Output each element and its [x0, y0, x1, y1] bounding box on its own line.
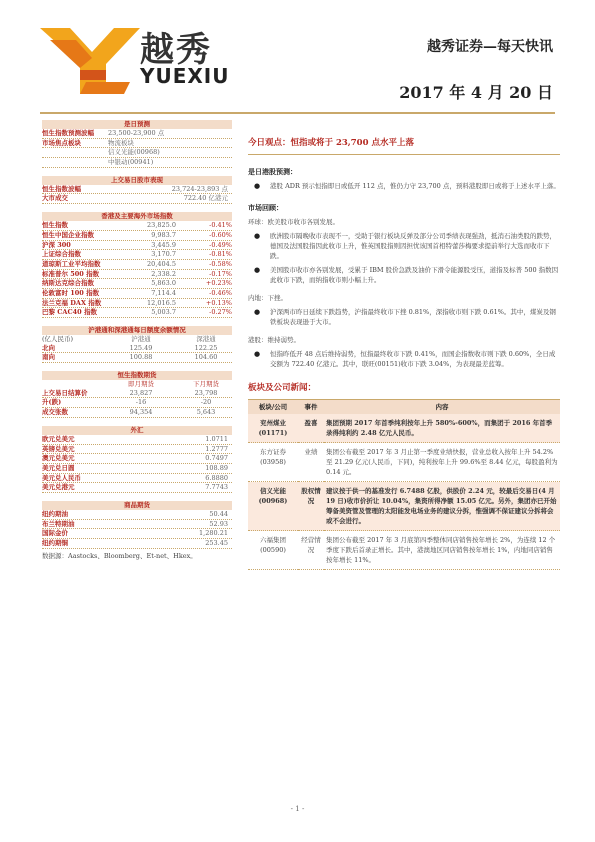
fx-title: 外汇	[42, 426, 232, 435]
index-name: 法兰克福 DAX 指数	[42, 298, 102, 307]
bullet-text: 沪深两市昨日延续下跌趋势，沪指最终收市下挫 0.81%，深指收市则下跌 0.61%。其中，煤炭及钢铁板块表现逊于大市。	[270, 308, 556, 326]
bullet-icon: ●	[254, 266, 261, 274]
connect-quota-table	[42, 344, 232, 363]
row-value: 中银动(00941)	[108, 158, 154, 167]
table-row	[42, 398, 232, 408]
index-value: 5,003.7	[151, 308, 176, 317]
row-value: 物流板块	[108, 138, 134, 147]
data-source: 数据源：Aastocks、Bloomberg、Et-net、Hkex。	[42, 551, 197, 560]
yuexiu-logo-icon	[40, 20, 140, 100]
index-change: +0.13%	[205, 298, 232, 307]
row-label: 纽约期油	[42, 509, 68, 518]
news-event: 盈喜	[298, 414, 324, 443]
table-row	[42, 520, 232, 530]
news-row	[248, 531, 560, 570]
table-row	[42, 483, 232, 493]
row-label: 上交易日结算价	[42, 388, 88, 397]
row-label	[42, 158, 106, 167]
row-label: 澳元兑美元	[42, 454, 75, 463]
index-change: -0.46%	[209, 288, 232, 297]
row-value-b: 5,643	[196, 408, 216, 417]
index-name: 纳斯达克综合指数	[42, 279, 94, 288]
connect-col-sz: 深港通	[196, 335, 216, 343]
table-row	[42, 435, 232, 445]
connect-col-sh: 沪港通	[131, 335, 151, 343]
index-change: -0.27%	[209, 308, 232, 317]
table-row	[42, 241, 232, 251]
row-label: 成交张数	[42, 408, 68, 417]
review-heading: 市场回顾：	[248, 203, 283, 212]
row-label: 美元兑港元	[42, 483, 75, 492]
row-label: 恒生指数预测波幅	[42, 129, 94, 137]
mainland-bullet	[248, 307, 560, 327]
row-value: 1.2777	[205, 444, 228, 453]
view-title: 今日观点：恒指或将于 23,700 点水平上落	[248, 138, 414, 148]
index-name: 沪深 300	[42, 240, 71, 249]
row-value-a: 125.49	[129, 343, 153, 352]
index-name: 道琼斯工业平均指数	[42, 259, 101, 268]
row-value: 722.40 亿港元	[183, 194, 228, 203]
futures-col-next: 下月期货	[193, 380, 219, 389]
commodities-title: 商品期货	[42, 501, 232, 510]
table-row	[42, 279, 232, 289]
bullet-icon: ●	[254, 182, 261, 190]
row-label: 大市成交	[42, 194, 68, 203]
row-value-b: 23,798	[194, 388, 218, 397]
row-label	[42, 148, 106, 157]
table-row	[42, 344, 232, 354]
header-divider	[40, 112, 555, 114]
bullet-text: 恒指昨低开 48 点后维持弱势，恒指最终收市下跌 0.41%，而国企指数收市则下跌 0.60%，全日成交额为 722.40 亿港元。其中，联旺(00151)收市下跌 3.04%，为表现最差蓝筹。	[270, 350, 556, 368]
row-label: 美元兑人民币	[42, 473, 81, 482]
table-row	[42, 539, 232, 549]
table-row	[42, 270, 232, 280]
index-name: 伦敦富时 100 指数	[42, 288, 100, 297]
brand-en: YUEXIU	[140, 64, 230, 88]
table-row	[42, 231, 232, 241]
indices-title: 香港及主要海外市场指数	[42, 212, 232, 221]
table-row	[42, 289, 232, 299]
futures-table	[42, 389, 232, 418]
news-content: 建议按于供一的基准发行 6.7488 亿股，供股价 2.24 元，较最后交易日(4 月 19 日)收市价折让 10.04%，集资所得净额 15.05 亿元。另外，集团亦已开始筹备美资管及管理的太阳能发电场业务的建议分拆，惟强调不保证建议分拆将会或不会进行。	[324, 482, 560, 531]
news-table	[248, 399, 560, 570]
index-value: 20,404.5	[147, 259, 176, 268]
futures-header-row	[42, 380, 232, 389]
row-label: 市场焦点板块	[42, 138, 81, 147]
index-change: +0.23%	[205, 279, 232, 288]
index-value: 9,983.7	[151, 230, 176, 239]
table-row	[42, 464, 232, 474]
index-value: 3,445.9	[151, 240, 176, 249]
row-label: 恒生指数波幅	[42, 184, 81, 193]
news-company: 信义光能 (00968)	[248, 482, 298, 531]
news-col-event: 事件	[298, 400, 324, 415]
row-label: 美元兑日圆	[42, 463, 75, 472]
row-value: 23,500-23,900 点	[108, 129, 165, 137]
global-bullets	[248, 231, 560, 285]
index-change: -0.60%	[209, 230, 232, 239]
table-row	[42, 445, 232, 455]
row-label: 南向	[42, 353, 55, 362]
row-value-a: 94,354	[129, 408, 153, 417]
forecast-table	[42, 129, 232, 168]
row-value: 23,724-23,893 点	[171, 184, 228, 193]
row-value: 108.89	[205, 463, 228, 472]
table-row	[42, 185, 232, 195]
index-name: 巴黎 CAC40 指数	[42, 308, 97, 317]
row-value: 1,280.21	[199, 529, 228, 538]
futures-title: 恒生指数期货	[42, 371, 232, 380]
report-title: 越秀证券—每天快讯	[427, 39, 553, 55]
news-content: 集团公布截至 2017 年 3 月底第四季整体同店销售按年增长 2%，为连续 12 个季度下跌后首录正增长。其中，港澳地区同店销售按年增长 1%，内地同店销售按年增长 11%。	[324, 531, 560, 570]
index-change: -0.58%	[209, 259, 232, 268]
mainland-line: 内地：下挫。	[248, 294, 287, 302]
bullet-text: 美国股市收市亦各别发展，受累于 IBM 股价急跌及油价下滑令能源股受压，道指及标普 500 指数因此收市下跌，而纳指收市则小幅上升。	[270, 266, 559, 284]
table-row	[42, 139, 232, 149]
row-label: 纽约期铜	[42, 539, 68, 547]
index-change: -0.49%	[209, 240, 232, 249]
row-value: 6.8880	[205, 473, 228, 482]
index-value: 12,016.5	[147, 298, 176, 307]
table-row	[42, 308, 232, 318]
table-row	[42, 353, 232, 363]
table-row	[42, 389, 232, 399]
table-row	[42, 510, 232, 520]
bullet-icon: ●	[254, 350, 261, 358]
index-name: 上证综合指数	[42, 250, 81, 259]
bullet-icon: ●	[254, 232, 261, 240]
left-sidebar	[42, 120, 232, 560]
row-label: 国际金价	[42, 529, 68, 538]
table-row	[42, 194, 232, 204]
commodities-table	[42, 510, 232, 549]
forecast-title: 是日预测	[42, 120, 232, 129]
row-value-a: 23,827	[129, 388, 153, 397]
table-row	[42, 299, 232, 309]
hk-forecast-bullet	[248, 181, 560, 191]
row-value: 1.0711	[205, 434, 228, 443]
bullet-text: 欧洲股市隔晚收市表现不一，受助于银行板块反弹及部分公司季绩表现强劲，抵消石油类股的跌势，德国及法国股指因此收市上升，惟英国股指则因担忧该国首相特蕾莎梅要求提前举行大选而收市下跌。	[270, 232, 556, 260]
news-col-company: 板块/公司	[248, 400, 298, 415]
table-row	[42, 260, 232, 270]
news-company: 六福集团 (00590)	[248, 531, 298, 570]
index-change: -0.41%	[209, 221, 232, 230]
global-line: 环球：欧美股市收市各别发展。	[248, 218, 339, 226]
row-value-b: -20	[200, 398, 212, 407]
page-number: - 1 -	[290, 805, 305, 813]
bullet-text: 港股 ADR 预示恒指即日或低开 112 点，惟仍力守 23,700 点，预料港股即日或将于上述水平上落。	[270, 182, 560, 190]
hk-bullet	[248, 349, 560, 369]
report-date: 2017 年 4 月 20 日	[399, 83, 553, 102]
row-label: 英镑兑美元	[42, 444, 75, 453]
row-label: 布兰特期油	[42, 519, 75, 528]
row-label: 升(跌)	[42, 398, 62, 407]
futures-col-current: 即月期货	[128, 380, 154, 389]
news-header-row	[248, 400, 560, 415]
global-bullet	[248, 231, 560, 261]
row-value-b: 104.60	[194, 353, 218, 362]
index-change: -0.17%	[209, 269, 232, 278]
index-name: 标准普尔 500 指数	[42, 269, 100, 278]
index-value: 5,863.0	[151, 279, 176, 288]
global-bullet	[248, 265, 560, 285]
row-value: 253.45	[205, 539, 228, 547]
news-event: 业绩	[298, 443, 324, 482]
index-change: -0.81%	[209, 250, 232, 259]
row-value-a: 100.88	[129, 353, 153, 362]
row-label: 北向	[42, 343, 55, 352]
row-value: 52.93	[209, 519, 228, 528]
market-performance-title: 上交易日股市表现	[42, 176, 232, 185]
news-row	[248, 443, 560, 482]
table-row	[42, 158, 232, 168]
table-row	[42, 529, 232, 539]
fx-table	[42, 435, 232, 493]
row-value: 7.7743	[205, 483, 228, 492]
indices-table	[42, 221, 232, 318]
news-content: 集团预期 2017 年首季纯利按年上升 580%-600%，而集团于 2016 年首季录得纯利约 2.48 亿元人民币。	[324, 414, 560, 443]
bullet-icon: ●	[254, 308, 261, 316]
index-value: 7,114.4	[151, 288, 176, 297]
index-value: 2,338.2	[151, 269, 176, 278]
connect-unit: (亿人民币)	[42, 335, 74, 343]
hk-line: 港股：维持弱势。	[248, 336, 300, 344]
row-value-b: 122.25	[194, 343, 218, 352]
market-performance-table	[42, 185, 232, 204]
news-company: 东方证券 (03958)	[248, 443, 298, 482]
connect-quota-title: 沪港通和深港通每日额度余额情况	[42, 326, 232, 335]
table-row	[42, 454, 232, 464]
row-value: 信义光能(00968)	[108, 148, 160, 157]
index-value: 3,170.7	[151, 250, 176, 259]
row-value: 50.44	[209, 509, 228, 518]
brand-cn: 越秀	[140, 30, 212, 70]
news-content: 集团公布截至 2017 年 3 月止第一季度业绩快报，营业总收入按年上升 54.2%至 21.29 亿元(人民币，下同)，纯利按年上升 99.6%至 8.44 亿元，每股盈利为 0.14 元。	[324, 443, 560, 482]
news-event: 经营情况	[298, 531, 324, 570]
table-row	[42, 148, 232, 158]
news-company: 兖州煤业 (01171)	[248, 414, 298, 443]
row-label: 欧元兑美元	[42, 434, 75, 443]
table-row	[42, 221, 232, 231]
index-name: 恒生指数	[42, 221, 68, 230]
news-event: 股权情况	[298, 482, 324, 531]
news-col-content: 内容	[324, 400, 560, 415]
table-row	[42, 474, 232, 484]
row-value: 0.7497	[205, 454, 228, 463]
hk-forecast-heading: 是日港股预测：	[248, 167, 297, 176]
connect-header-row	[42, 335, 232, 344]
news-row	[248, 482, 560, 531]
main-content	[248, 130, 560, 570]
table-row	[42, 408, 232, 418]
row-value-a: -16	[135, 398, 147, 407]
news-title: 板块及公司新闻：	[248, 383, 317, 393]
index-name: 恒生中国企业指数	[42, 230, 94, 239]
table-row	[42, 129, 232, 139]
table-row	[42, 250, 232, 260]
index-value: 23,825.0	[147, 221, 176, 230]
news-row	[248, 414, 560, 443]
